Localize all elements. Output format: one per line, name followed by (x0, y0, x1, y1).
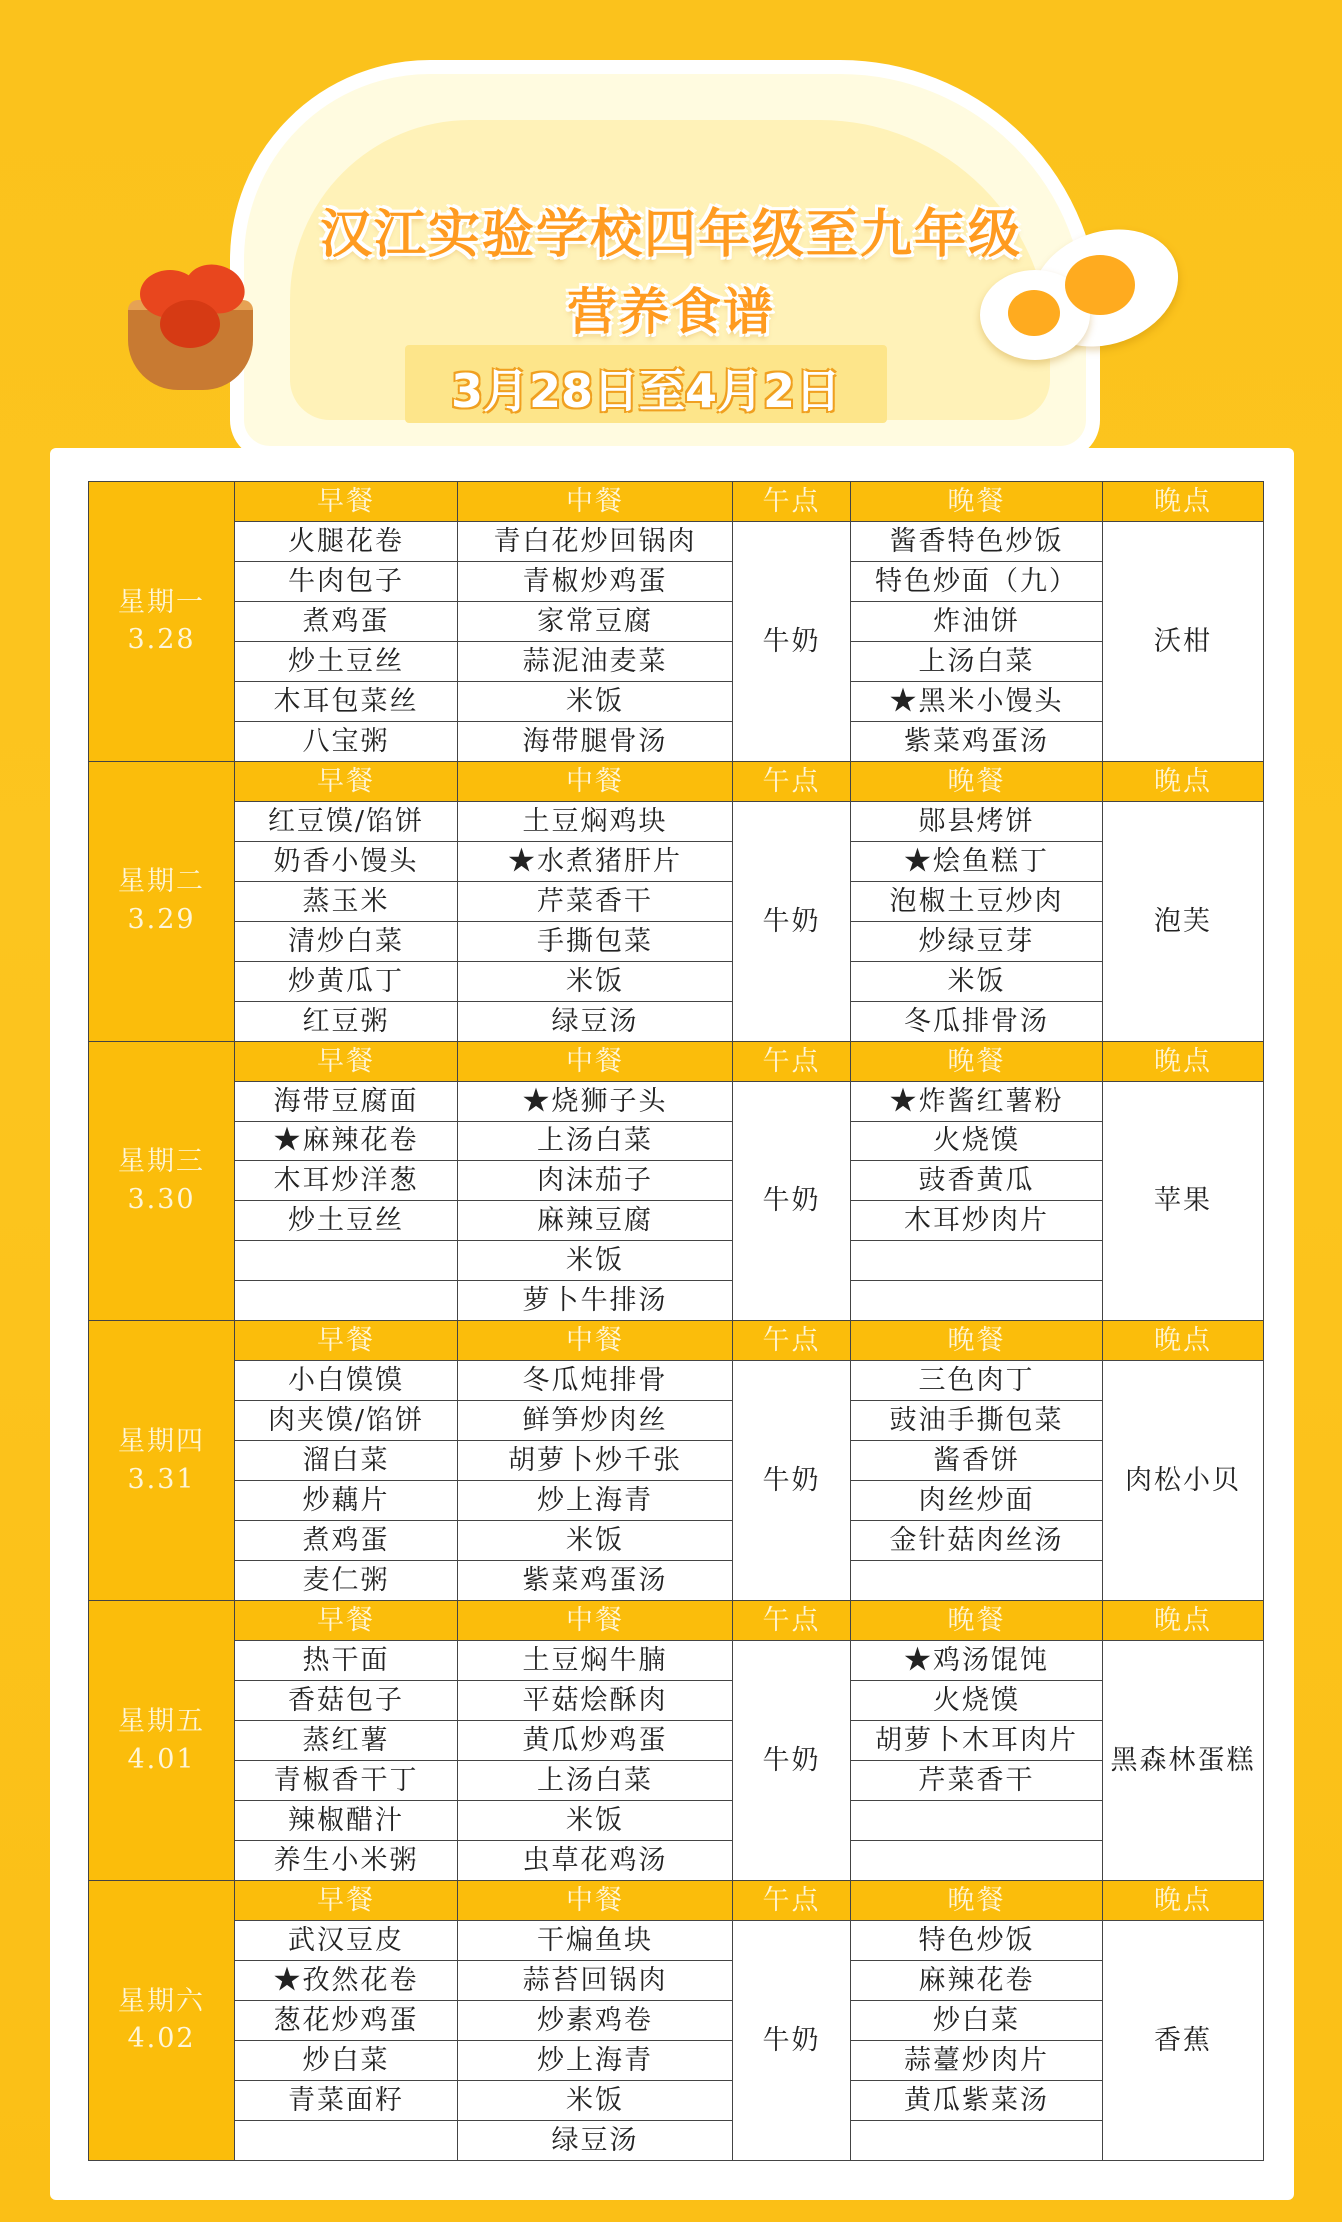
lunch-item: 肉沫茄子 (458, 1161, 733, 1201)
breakfast-item: 木耳炒洋葱 (235, 1161, 458, 1201)
lunch-item: 青白花炒回锅肉 (458, 521, 733, 561)
table-row (89, 961, 1264, 1001)
lunch-item: 手撕包菜 (458, 921, 733, 961)
dinner-item: 特色炒饭 (851, 1920, 1103, 1960)
breakfast-item: 青菜面籽 (235, 2080, 458, 2120)
table-row (89, 1121, 1264, 1161)
lunch-item: 米饭 (458, 2080, 733, 2120)
breakfast-item: 蒸玉米 (235, 881, 458, 921)
column-header: 晚餐 (851, 1601, 1103, 1641)
table-row (89, 1081, 1264, 1121)
breakfast-item: 奶香小馒头 (235, 841, 458, 881)
meal-header-row (89, 1601, 1264, 1641)
night-snack: 沃柑 (1103, 521, 1264, 761)
table-row (89, 881, 1264, 921)
lunch-item: 黄瓜炒鸡蛋 (458, 1721, 733, 1761)
meal-header-row (89, 761, 1264, 801)
dinner-item: ★鸡汤馄饨 (851, 1641, 1103, 1681)
afternoon-snack: 牛奶 (733, 1920, 851, 2160)
column-header: 晚点 (1103, 482, 1264, 522)
breakfast-item: 溜白菜 (235, 1441, 458, 1481)
table-row (89, 1401, 1264, 1441)
meal-header-row (89, 1321, 1264, 1361)
column-header: 晚点 (1103, 761, 1264, 801)
dinner-item (851, 1281, 1103, 1321)
day-label (89, 1880, 235, 2160)
table-row (89, 2080, 1264, 2120)
column-header: 晚餐 (851, 1041, 1103, 1081)
day-name: 星期三 (118, 1146, 205, 1178)
table-row (89, 721, 1264, 761)
dinner-item: 郧县烤饼 (851, 801, 1103, 841)
afternoon-snack: 牛奶 (733, 1081, 851, 1321)
lunch-item: 炒上海青 (458, 2040, 733, 2080)
breakfast-item: 养生小米粥 (235, 1840, 458, 1880)
column-header: 晚点 (1103, 1321, 1264, 1361)
breakfast-item: ★孜然花卷 (235, 1960, 458, 2000)
table-row (89, 521, 1264, 561)
column-header: 早餐 (235, 761, 458, 801)
column-header: 午点 (733, 1601, 851, 1641)
night-snack: 香蕉 (1103, 1920, 1264, 2160)
dinner-item: 泡椒土豆炒肉 (851, 881, 1103, 921)
afternoon-snack: 牛奶 (733, 1361, 851, 1601)
day-name: 星期二 (118, 866, 205, 898)
table-row (89, 801, 1264, 841)
dinner-item (851, 1800, 1103, 1840)
lunch-item: 平菇烩酥肉 (458, 1681, 733, 1721)
breakfast-item: 葱花炒鸡蛋 (235, 2000, 458, 2040)
breakfast-item (235, 2120, 458, 2160)
lunch-item: 蒜苔回锅肉 (458, 1960, 733, 2000)
breakfast-item: ★麻辣花卷 (235, 1121, 458, 1161)
lunch-item: 土豆焖鸡块 (458, 801, 733, 841)
dinner-item: 酱香饼 (851, 1441, 1103, 1481)
dinner-item: 木耳炒肉片 (851, 1201, 1103, 1241)
breakfast-item: 煮鸡蛋 (235, 1521, 458, 1561)
column-header: 早餐 (235, 1321, 458, 1361)
lunch-item: 青椒炒鸡蛋 (458, 561, 733, 601)
dinner-item: 米饭 (851, 961, 1103, 1001)
column-header: 晚点 (1103, 1601, 1264, 1641)
dinner-item: 火烧馍 (851, 1681, 1103, 1721)
dinner-item: 炒白菜 (851, 2000, 1103, 2040)
dinner-item: 豉油手撕包菜 (851, 1401, 1103, 1441)
dinner-item: ★烩鱼糕丁 (851, 841, 1103, 881)
dinner-item: 火烧馍 (851, 1121, 1103, 1161)
breakfast-item: 红豆粥 (235, 1001, 458, 1041)
lunch-item: ★烧狮子头 (458, 1081, 733, 1121)
day-name: 星期四 (118, 1425, 205, 1457)
dinner-item: 紫菜鸡蛋汤 (851, 721, 1103, 761)
table-row (89, 841, 1264, 881)
column-header: 中餐 (458, 1601, 733, 1641)
meal-header-row (89, 1041, 1264, 1081)
table-row (89, 1920, 1264, 1960)
table-row (89, 681, 1264, 721)
breakfast-item: 清炒白菜 (235, 921, 458, 961)
breakfast-item: 炒土豆丝 (235, 641, 458, 681)
day-name: 星期五 (118, 1705, 205, 1737)
dinner-item (851, 1561, 1103, 1601)
column-header: 晚餐 (851, 1321, 1103, 1361)
dinner-item: ★炸酱红薯粉 (851, 1081, 1103, 1121)
table-row (89, 1721, 1264, 1761)
dinner-item: 肉丝炒面 (851, 1481, 1103, 1521)
column-header: 午点 (733, 761, 851, 801)
lunch-item: 炒上海青 (458, 1481, 733, 1521)
lunch-item: 米饭 (458, 961, 733, 1001)
dinner-item (851, 1241, 1103, 1281)
breakfast-item: 香菇包子 (235, 1681, 458, 1721)
lunch-item: 绿豆汤 (458, 2120, 733, 2160)
column-header: 晚餐 (851, 1880, 1103, 1920)
day-date: 4.01 (127, 1743, 196, 1775)
dinner-item: 豉香黄瓜 (851, 1161, 1103, 1201)
day-label (89, 482, 235, 762)
column-header: 早餐 (235, 482, 458, 522)
table-row (89, 1481, 1264, 1521)
lunch-item: 米饭 (458, 1521, 733, 1561)
date-range: 3月28日至4月2日 (450, 364, 842, 418)
breakfast-item: 煮鸡蛋 (235, 601, 458, 641)
table-row (89, 601, 1264, 641)
afternoon-snack: 牛奶 (733, 1641, 851, 1881)
lunch-item: 虫草花鸡汤 (458, 1840, 733, 1880)
lunch-item: 干煸鱼块 (458, 1920, 733, 1960)
lunch-item: 上汤白菜 (458, 1761, 733, 1801)
breakfast-item (235, 1281, 458, 1321)
dinner-item (851, 2120, 1103, 2160)
lunch-item: 米饭 (458, 681, 733, 721)
breakfast-item: 炒藕片 (235, 1481, 458, 1521)
lunch-item: 上汤白菜 (458, 1121, 733, 1161)
dinner-item (851, 1840, 1103, 1880)
day-date: 3.28 (127, 624, 196, 656)
table-row (89, 2000, 1264, 2040)
dinner-item: 芹菜香干 (851, 1761, 1103, 1801)
lunch-item: 萝卜牛排汤 (458, 1281, 733, 1321)
column-header: 午点 (733, 1880, 851, 1920)
dinner-item: 金针菇肉丝汤 (851, 1521, 1103, 1561)
breakfast-item: 海带豆腐面 (235, 1081, 458, 1121)
breakfast-item: 辣椒醋汁 (235, 1800, 458, 1840)
table-row (89, 561, 1264, 601)
day-label (89, 1041, 235, 1321)
dinner-item: 胡萝卜木耳肉片 (851, 1721, 1103, 1761)
dinner-item: 上汤白菜 (851, 641, 1103, 681)
table-row (89, 1201, 1264, 1241)
afternoon-snack: 牛奶 (733, 801, 851, 1041)
table-row (89, 1521, 1264, 1561)
lunch-item: 土豆焖牛腩 (458, 1641, 733, 1681)
table-row (89, 1681, 1264, 1721)
day-label (89, 1321, 235, 1601)
table-row (89, 2120, 1264, 2160)
lunch-item: 海带腿骨汤 (458, 721, 733, 761)
table-row (89, 1161, 1264, 1201)
lunch-item: 米饭 (458, 1241, 733, 1281)
menu-table (88, 481, 1264, 2161)
table-row (89, 1840, 1264, 1880)
column-header: 早餐 (235, 1601, 458, 1641)
page-title: 汉江实验学校四年级至九年级 (319, 205, 1022, 265)
column-header: 午点 (733, 1041, 851, 1081)
column-header: 早餐 (235, 1880, 458, 1920)
table-row (89, 1361, 1264, 1401)
meal-header-row (89, 482, 1264, 522)
breakfast-item: 肉夹馍/馅饼 (235, 1401, 458, 1441)
lunch-item: 麻辣豆腐 (458, 1201, 733, 1241)
column-header: 午点 (733, 1321, 851, 1361)
page-subtitle: 营养食谱 (567, 283, 775, 341)
lunch-item: 蒜泥油麦菜 (458, 641, 733, 681)
night-snack: 苹果 (1103, 1081, 1264, 1321)
table-row (89, 1001, 1264, 1041)
afternoon-snack: 牛奶 (733, 521, 851, 761)
day-date: 3.30 (127, 1183, 196, 1215)
table-row (89, 921, 1264, 961)
dinner-item: 麻辣花卷 (851, 1960, 1103, 2000)
dinner-item: 炒绿豆芽 (851, 921, 1103, 961)
dinner-item: 黄瓜紫菜汤 (851, 2080, 1103, 2120)
dinner-item: 酱香特色炒饭 (851, 521, 1103, 561)
dinner-item: 三色肉丁 (851, 1361, 1103, 1401)
column-header: 晚点 (1103, 1880, 1264, 1920)
table-row (89, 1241, 1264, 1281)
breakfast-item: 木耳包菜丝 (235, 681, 458, 721)
dinner-item: 冬瓜排骨汤 (851, 1001, 1103, 1041)
column-header: 中餐 (458, 1880, 733, 1920)
table-row (89, 2040, 1264, 2080)
breakfast-item: 炒黄瓜丁 (235, 961, 458, 1001)
lunch-item: 米饭 (458, 1800, 733, 1840)
breakfast-item: 八宝粥 (235, 721, 458, 761)
breakfast-item: 小白馍馍 (235, 1361, 458, 1401)
table-row (89, 1761, 1264, 1801)
dinner-item: 蒜薹炒肉片 (851, 2040, 1103, 2080)
table-row (89, 1960, 1264, 2000)
column-header: 午点 (733, 482, 851, 522)
breakfast-item: 牛肉包子 (235, 561, 458, 601)
dinner-item: 炸油饼 (851, 601, 1103, 641)
lunch-item: 冬瓜炖排骨 (458, 1361, 733, 1401)
column-header: 晚餐 (851, 761, 1103, 801)
lunch-item: 芹菜香干 (458, 881, 733, 921)
column-header: 晚点 (1103, 1041, 1264, 1081)
meal-header-row (89, 1880, 1264, 1920)
table-row (89, 1641, 1264, 1681)
table-row (89, 641, 1264, 681)
night-snack: 泡芙 (1103, 801, 1264, 1041)
night-snack: 肉松小贝 (1103, 1361, 1264, 1601)
day-label (89, 1601, 235, 1881)
day-name: 星期六 (118, 1985, 205, 2017)
lunch-item: 鲜笋炒肉丝 (458, 1401, 733, 1441)
breakfast-item: 麦仁粥 (235, 1561, 458, 1601)
day-date: 3.29 (127, 904, 196, 936)
column-header: 晚餐 (851, 482, 1103, 522)
day-name: 星期一 (118, 586, 205, 618)
table-row (89, 1800, 1264, 1840)
breakfast-item: 炒土豆丝 (235, 1201, 458, 1241)
dinner-item: ★黑米小馒头 (851, 681, 1103, 721)
lunch-item: 绿豆汤 (458, 1001, 733, 1041)
breakfast-item: 炒白菜 (235, 2040, 458, 2080)
day-date: 4.02 (127, 2023, 196, 2055)
breakfast-item: 红豆馍/馅饼 (235, 801, 458, 841)
lunch-item: 紫菜鸡蛋汤 (458, 1561, 733, 1601)
dinner-item: 特色炒面（九） (851, 561, 1103, 601)
breakfast-item: 青椒香干丁 (235, 1761, 458, 1801)
lunch-item: 家常豆腐 (458, 601, 733, 641)
day-label (89, 761, 235, 1041)
table-row (89, 1441, 1264, 1481)
column-header: 早餐 (235, 1041, 458, 1081)
lunch-item: 胡萝卜炒千张 (458, 1441, 733, 1481)
breakfast-item: 蒸红薯 (235, 1721, 458, 1761)
table-row (89, 1561, 1264, 1601)
column-header: 中餐 (458, 482, 733, 522)
breakfast-item: 火腿花卷 (235, 521, 458, 561)
column-header: 中餐 (458, 761, 733, 801)
lunch-item: 炒素鸡卷 (458, 2000, 733, 2040)
column-header: 中餐 (458, 1041, 733, 1081)
breakfast-item: 热干面 (235, 1641, 458, 1681)
lunch-item: ★水煮猪肝片 (458, 841, 733, 881)
day-date: 3.31 (127, 1463, 196, 1495)
column-header: 中餐 (458, 1321, 733, 1361)
night-snack: 黑森林蛋糕 (1103, 1641, 1264, 1881)
breakfast-item: 武汉豆皮 (235, 1920, 458, 1960)
table-row (89, 1281, 1264, 1321)
breakfast-item (235, 1241, 458, 1281)
